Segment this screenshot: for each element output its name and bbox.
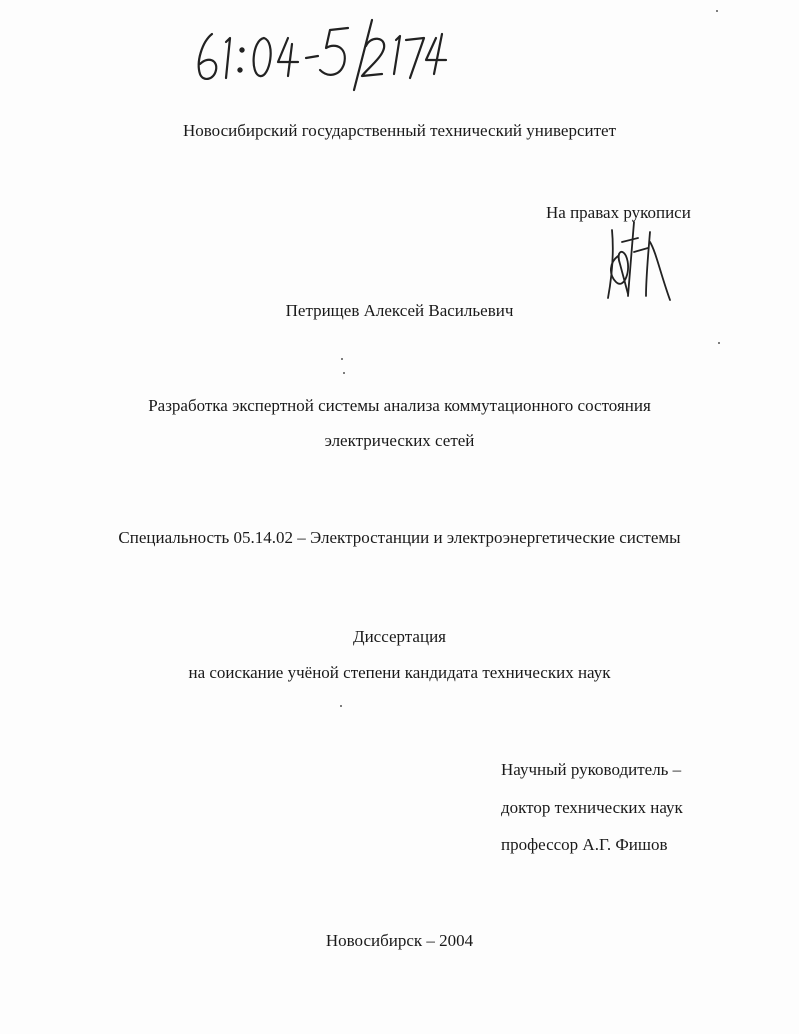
supervisor-role: Научный руководитель – (501, 760, 682, 779)
scan-speck (718, 342, 720, 344)
supervisor-degree: доктор технических наук (501, 798, 683, 817)
work-type: Диссертация (352, 627, 446, 646)
manuscript-rights-note: На правах рукописи (546, 203, 691, 222)
specialty: Специальность 05.14.02 – Электростанции и электроэнергетические системы (118, 528, 681, 547)
scan-speck (341, 358, 343, 360)
archive-code-handwriting (190, 12, 450, 92)
dissertation-title-line-1: Разработка экспертной системы анализа коммутационного состояния (148, 396, 651, 415)
city-year: Новосибирск – 2004 (325, 931, 474, 950)
dissertation-title-line-2: электрических сетей (324, 431, 475, 450)
scan-speck (343, 372, 345, 374)
scan-speck (716, 10, 718, 12)
signature-icon (598, 212, 678, 304)
university-name: Новосибирский государственный технический университет (182, 121, 616, 140)
scan-speck (340, 705, 342, 707)
supervisor-name: профессор А.Г. Фишов (501, 835, 668, 854)
degree-line: на соискание учёной степени кандидата технических наук (188, 663, 611, 682)
author-name: Петрищев Алексей Васильевич (285, 301, 514, 320)
